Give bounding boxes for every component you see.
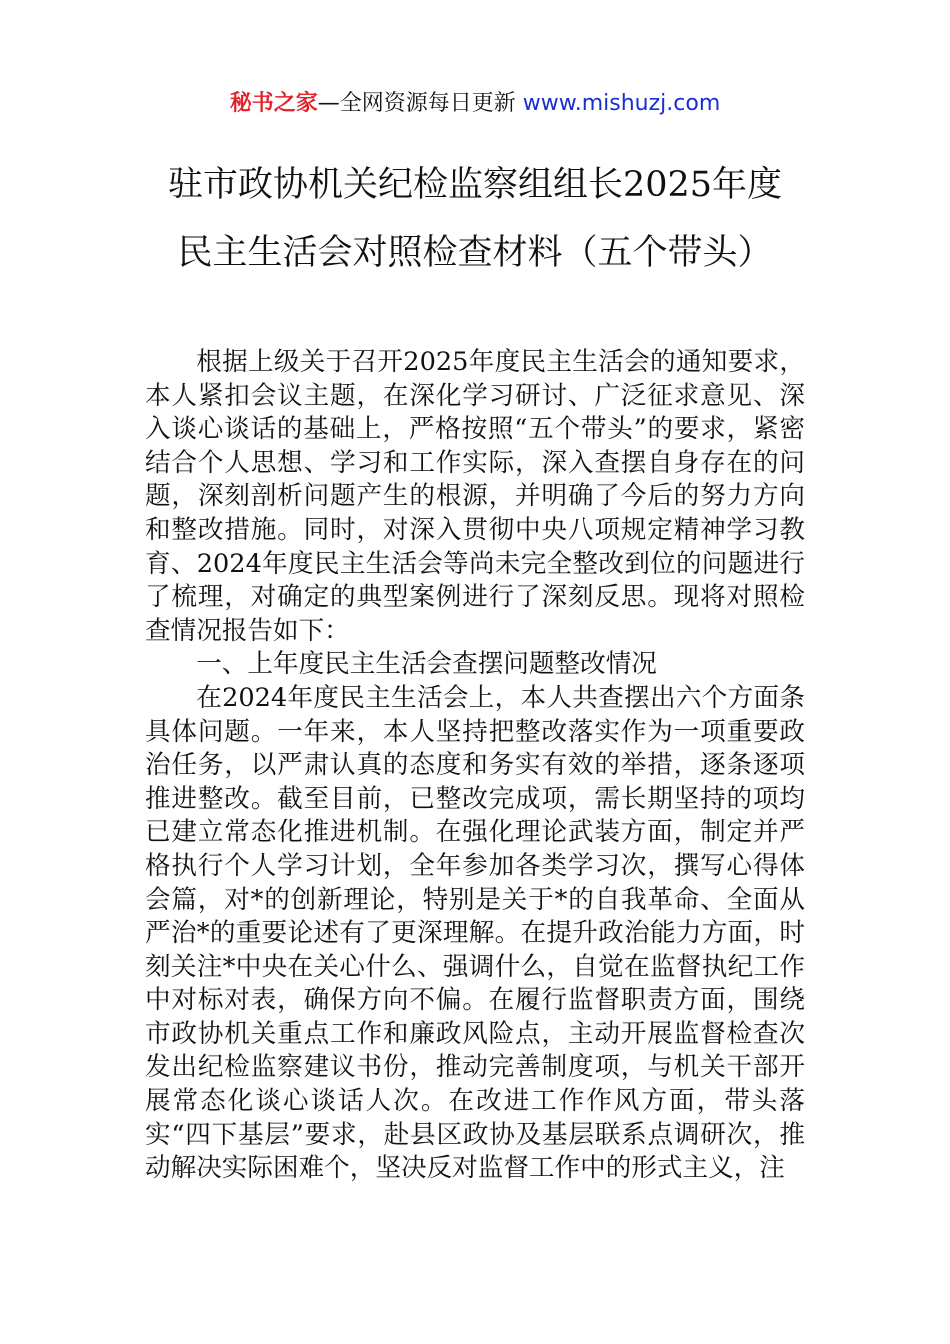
title-line-1: 驻市政协机关纪检监察组组长2025年度 <box>167 165 783 205</box>
site-banner <box>0 88 950 120</box>
title-line-2: 民主生活会对照检查材料（五个带头） <box>177 233 773 273</box>
section-heading: 一、上年度民主生活会查摆问题整改情况 <box>196 649 657 680</box>
banner-tagline: —全网资源每日更新 <box>317 91 523 116</box>
brand-name: 秘书之家 <box>229 91 318 116</box>
intro-paragraph: 根据上级关于召开2025年度民主生活会的通知要求，本人紧扣会议主题，在深化学习研讨、广泛征求意见、深入谈心谈话的基础上，严格按照“五个带头”的要求，紧密结合个人思想、学习和工作实际，深入查摆自身存在的问题，深刻剖析问题产生的根源，并明确了今后的努力方向和整改措施。同时，对深入贯彻中央八项规定精神学习教育、2024年度民主生活会等尚未完全整改到位的问题进行了梳理，对确定的典型案例进行了深刻反思。现将对照检查情况报告如下： <box>145 347 805 646</box>
document-title <box>0 160 950 296</box>
site-url-link[interactable]: www.mishuzj.com <box>522 91 721 116</box>
document-body <box>145 346 805 1186</box>
rectification-paragraph: 在2024年度民主生活会上，本人共查摆出六个方面条具体问题。一年来，本人坚持把整改落实作为一项重要政治任务，以严肃认真的态度和务实有效的举措，逐条逐项推进整改。截至目前，已整改完成项，需长期坚持的项均已建立常态化推进机制。在强化理论武装方面，制定并严格执行个人学习计划，全年参加各类学习次，撰写心得体会篇，对*的创新理论，特别是关于*的自我革命、全面从严治*的重要论述有了更深理解。在提升政治能力方面，时刻关注*中央在关心什么、强调什么，自觉在监督执纪工作中对标对表，确保方向不偏。在履行监督职责方面，围绕市政协机关重点工作和廉政风险点，主动开展监督检查次发出纪检监察建议书份，推动完善制度项，与机关干部开展常态化谈心谈话人次。在改进工作作风方面，带头落实“四下基层”要求，赴县区政协及基层联系点调研次，推动解决实际困难个，坚决反对监督工作中的形式主义，注 <box>145 682 805 1184</box>
